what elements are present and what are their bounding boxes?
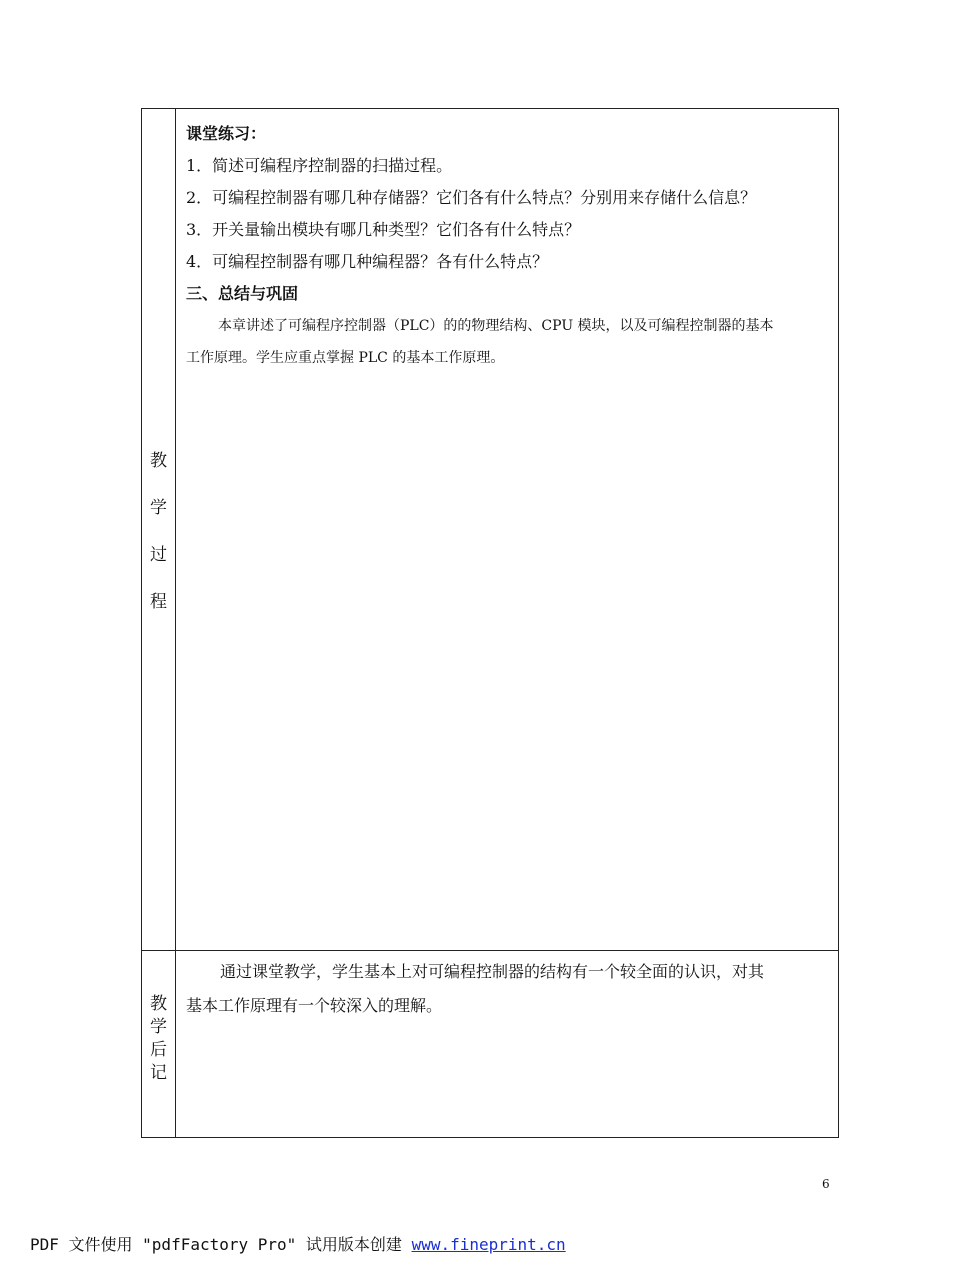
teaching-notes-content — [186, 955, 832, 1023]
column-divider — [175, 109, 176, 1137]
page-number: 6 — [822, 1177, 830, 1191]
notes-line-2: 基本工作原理有一个较深入的理解。 — [186, 996, 443, 1015]
teaching-notes-label: 教 学 后 记 — [150, 994, 167, 1083]
pdf-footer — [30, 1232, 566, 1255]
footer-link[interactable]: www.fineprint.cn — [411, 1235, 566, 1254]
question-3: 3．开关量输出模块有哪几种类型？它们各有什么特点？ — [186, 220, 581, 239]
question-1: 1．简述可编程序控制器的扫描过程。 — [186, 156, 453, 175]
lesson-table — [141, 108, 839, 1138]
exercise-heading: 课堂练习： — [186, 124, 267, 143]
question-2: 2．可编程控制器有哪几种存储器？它们各有什么特点？分别用来存储什么信息？ — [186, 188, 757, 207]
summary-text-line-2: 工作原理。学生应重点掌握 PLC 的基本工作原理。 — [186, 350, 505, 366]
summary-text-line-1: 本章讲述了可编程序控制器（PLC）的的物理结构、CPU 模块，以及可编程控制器的基本 — [218, 318, 774, 334]
row-divider — [142, 950, 838, 951]
summary-heading: 三、总结与巩固 — [186, 284, 299, 303]
question-4: 4．可编程控制器有哪几种编程器？各有什么特点？ — [186, 252, 549, 271]
footer-text: PDF 文件使用 "pdfFactory Pro" 试用版本创建 — [30, 1235, 412, 1254]
teaching-process-content — [186, 118, 832, 374]
teaching-process-label: 教 学 过 程 — [150, 451, 167, 612]
notes-line-1: 通过课堂教学，学生基本上对可编程控制器的结构有一个较全面的认识，对其 — [220, 962, 765, 981]
